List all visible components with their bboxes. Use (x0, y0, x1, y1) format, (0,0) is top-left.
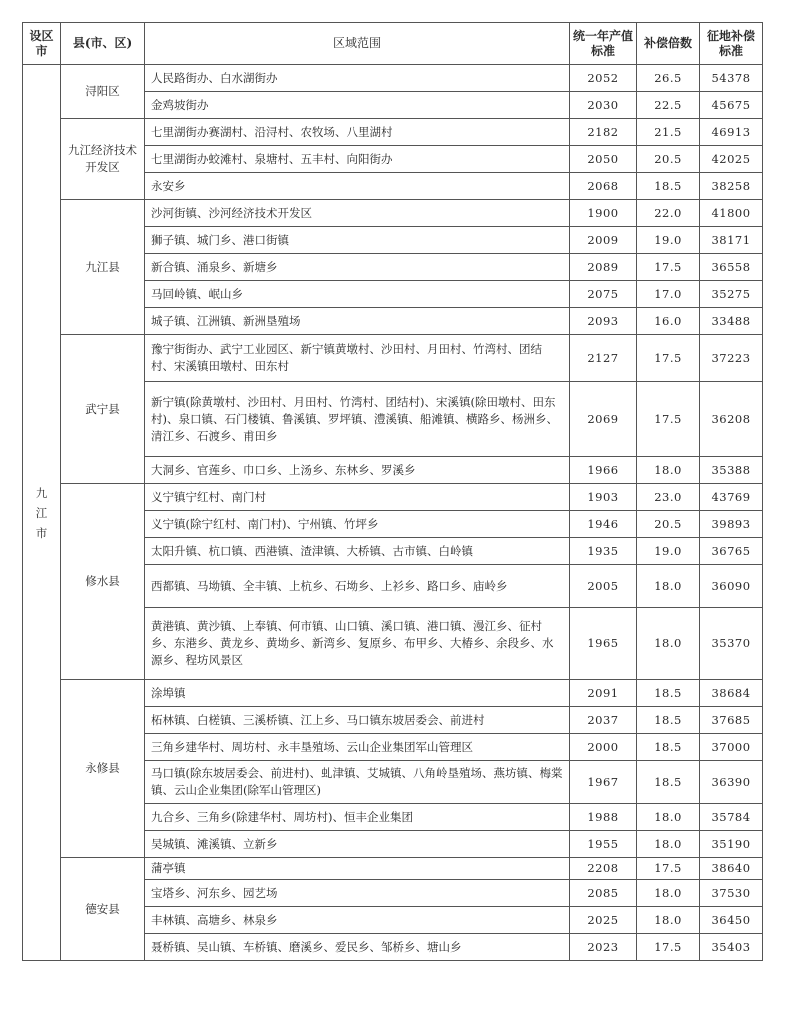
annual-value-cell: 1967 (570, 761, 637, 804)
annual-value-cell: 2075 (570, 281, 637, 308)
annual-value-cell: 2000 (570, 734, 637, 761)
standard-cell: 37685 (700, 707, 763, 734)
multiple-cell: 26.5 (637, 65, 700, 92)
area-cell: 城子镇、江洲镇、新洲垦殖场 (145, 308, 570, 335)
county-cell: 德安县 (61, 858, 145, 961)
table-row (23, 200, 763, 227)
area-cell: 豫宁街街办、武宁工业园区、新宁镇黄墩村、沙田村、月田村、竹湾村、团结村、宋溪镇田墩村、田东村 (145, 335, 570, 382)
area-cell: 马回岭镇、岷山乡 (145, 281, 570, 308)
annual-value-cell: 2030 (570, 92, 637, 119)
annual-value-cell: 2069 (570, 382, 637, 457)
header-row (23, 23, 763, 65)
standard-cell: 38171 (700, 227, 763, 254)
area-cell: 狮子镇、城门乡、港口街镇 (145, 227, 570, 254)
area-cell: 沙河街镇、沙河经济技术开发区 (145, 200, 570, 227)
annual-value-cell: 1965 (570, 608, 637, 680)
multiple-cell: 22.5 (637, 92, 700, 119)
multiple-cell: 17.0 (637, 281, 700, 308)
annual-value-cell: 2023 (570, 934, 637, 961)
annual-value-cell: 2052 (570, 65, 637, 92)
annual-value-cell: 1955 (570, 831, 637, 858)
standard-cell: 39893 (700, 511, 763, 538)
annual-value-cell: 2127 (570, 335, 637, 382)
standard-cell: 35403 (700, 934, 763, 961)
multiple-cell: 22.0 (637, 200, 700, 227)
standard-cell: 37530 (700, 880, 763, 907)
annual-value-cell: 2208 (570, 858, 637, 880)
multiple-cell: 18.0 (637, 457, 700, 484)
county-cell: 武宁县 (61, 335, 145, 484)
area-cell: 蒲亭镇 (145, 858, 570, 880)
standard-cell: 45675 (700, 92, 763, 119)
standard-cell: 35275 (700, 281, 763, 308)
header-multiple: 补偿倍数 (637, 23, 700, 65)
area-cell: 义宁镇宁红村、南门村 (145, 484, 570, 511)
annual-value-cell: 2085 (570, 880, 637, 907)
multiple-cell: 20.5 (637, 511, 700, 538)
area-cell: 涂埠镇 (145, 680, 570, 707)
multiple-cell: 18.5 (637, 707, 700, 734)
multiple-cell: 20.5 (637, 146, 700, 173)
annual-value-cell: 2091 (570, 680, 637, 707)
area-cell: 西都镇、马坳镇、全丰镇、上杭乡、石坳乡、上衫乡、路口乡、庙岭乡 (145, 565, 570, 608)
county-cell: 九江经济技术开发区 (61, 119, 145, 200)
standard-cell: 33488 (700, 308, 763, 335)
area-cell: 丰林镇、高塘乡、林泉乡 (145, 907, 570, 934)
multiple-cell: 19.0 (637, 227, 700, 254)
compensation-table (22, 22, 763, 961)
area-cell: 人民路街办、白水湖街办 (145, 65, 570, 92)
standard-cell: 36558 (700, 254, 763, 281)
table-row (23, 119, 763, 146)
multiple-cell: 18.0 (637, 804, 700, 831)
standard-cell: 35784 (700, 804, 763, 831)
multiple-cell: 18.0 (637, 565, 700, 608)
compensation-standards-document (22, 22, 762, 961)
area-cell: 太阳升镇、杭口镇、西港镇、渣津镇、大桥镇、古市镇、白岭镇 (145, 538, 570, 565)
multiple-cell: 18.0 (637, 608, 700, 680)
multiple-cell: 17.5 (637, 934, 700, 961)
annual-value-cell: 2089 (570, 254, 637, 281)
standard-cell: 38640 (700, 858, 763, 880)
area-cell: 黄港镇、黄沙镇、上奉镇、何市镇、山口镇、溪口镇、港口镇、漫江乡、征村乡、东港乡、黄龙乡、黄坳乡、新湾乡、复原乡、布甲乡、大椿乡、余段乡、水源乡、程坊风景区 (145, 608, 570, 680)
city-cell (23, 65, 61, 961)
standard-cell: 35190 (700, 831, 763, 858)
area-cell: 聂桥镇、吴山镇、车桥镇、磨溪乡、爱民乡、邹桥乡、塘山乡 (145, 934, 570, 961)
header-standard: 征地补偿标准 (700, 23, 763, 65)
standard-cell: 36450 (700, 907, 763, 934)
multiple-cell: 18.0 (637, 880, 700, 907)
standard-cell: 38258 (700, 173, 763, 200)
annual-value-cell: 1946 (570, 511, 637, 538)
area-cell: 马口镇(除东坡居委会、前进村)、虬津镇、艾城镇、八角岭垦殖场、燕坊镇、梅棠镇、云山企业集团(除军山管理区) (145, 761, 570, 804)
county-cell: 浔阳区 (61, 65, 145, 119)
multiple-cell: 17.5 (637, 335, 700, 382)
area-cell: 新宁镇(除黄墩村、沙田村、月田村、竹湾村、团结村)、宋溪镇(除田墩村、田东村)、泉口镇、石门楼镇、鲁溪镇、罗坪镇、澧溪镇、船滩镇、横路乡、杨洲乡、清江乡、石渡乡、甫田乡 (145, 382, 570, 457)
county-cell: 九江县 (61, 200, 145, 335)
multiple-cell: 18.5 (637, 761, 700, 804)
header-area: 区域范围 (145, 23, 570, 65)
standard-cell: 46913 (700, 119, 763, 146)
annual-value-cell: 2050 (570, 146, 637, 173)
table-row (23, 858, 763, 880)
header-city: 设区市 (23, 23, 61, 65)
area-cell: 三角乡建华村、周坊村、永丰垦殖场、云山企业集团军山管理区 (145, 734, 570, 761)
annual-value-cell: 2068 (570, 173, 637, 200)
standard-cell: 36390 (700, 761, 763, 804)
table-row (23, 335, 763, 382)
standard-cell: 41800 (700, 200, 763, 227)
area-cell: 吴城镇、滩溪镇、立新乡 (145, 831, 570, 858)
standard-cell: 54378 (700, 65, 763, 92)
standard-cell: 37223 (700, 335, 763, 382)
area-cell: 七里湖街办赛湖村、沿浔村、农牧场、八里湖村 (145, 119, 570, 146)
multiple-cell: 18.0 (637, 907, 700, 934)
area-cell: 柘林镇、白槎镇、三溪桥镇、江上乡、马口镇东坡居委会、前进村 (145, 707, 570, 734)
area-cell: 义宁镇(除宁红村、南门村)、宁州镇、竹坪乡 (145, 511, 570, 538)
multiple-cell: 18.5 (637, 680, 700, 707)
multiple-cell: 21.5 (637, 119, 700, 146)
annual-value-cell: 1966 (570, 457, 637, 484)
annual-value-cell: 2093 (570, 308, 637, 335)
header-county: 县(市、区) (61, 23, 145, 65)
table-row (23, 65, 763, 92)
multiple-cell: 16.0 (637, 308, 700, 335)
standard-cell: 43769 (700, 484, 763, 511)
area-cell: 九合乡、三角乡(除建华村、周坊村)、恒丰企业集团 (145, 804, 570, 831)
standard-cell: 35370 (700, 608, 763, 680)
multiple-cell: 17.5 (637, 858, 700, 880)
county-cell: 永修县 (61, 680, 145, 858)
annual-value-cell: 1935 (570, 538, 637, 565)
standard-cell: 35388 (700, 457, 763, 484)
standard-cell: 36208 (700, 382, 763, 457)
annual-value-cell: 1988 (570, 804, 637, 831)
multiple-cell: 18.5 (637, 734, 700, 761)
area-cell: 大洞乡、官莲乡、巾口乡、上汤乡、东林乡、罗溪乡 (145, 457, 570, 484)
county-cell: 修水县 (61, 484, 145, 680)
annual-value-cell: 2037 (570, 707, 637, 734)
standard-cell: 36765 (700, 538, 763, 565)
table-row (23, 484, 763, 511)
annual-value-cell: 2025 (570, 907, 637, 934)
multiple-cell: 18.5 (637, 173, 700, 200)
multiple-cell: 19.0 (637, 538, 700, 565)
area-cell: 新合镇、涌泉乡、新塘乡 (145, 254, 570, 281)
standard-cell: 37000 (700, 734, 763, 761)
multiple-cell: 18.0 (637, 831, 700, 858)
multiple-cell: 17.5 (637, 382, 700, 457)
annual-value-cell: 1900 (570, 200, 637, 227)
city-label: 九江市 (35, 485, 48, 540)
multiple-cell: 17.5 (637, 254, 700, 281)
annual-value-cell: 2005 (570, 565, 637, 608)
area-cell: 七里湖街办蛟滩村、泉塘村、五丰村、向阳街办 (145, 146, 570, 173)
annual-value-cell: 2009 (570, 227, 637, 254)
standard-cell: 38684 (700, 680, 763, 707)
area-cell: 永安乡 (145, 173, 570, 200)
standard-cell: 42025 (700, 146, 763, 173)
area-cell: 金鸡坡街办 (145, 92, 570, 119)
multiple-cell: 23.0 (637, 484, 700, 511)
annual-value-cell: 2182 (570, 119, 637, 146)
annual-value-cell: 1903 (570, 484, 637, 511)
area-cell: 宝塔乡、河东乡、园艺场 (145, 880, 570, 907)
table-row (23, 680, 763, 707)
table-body (23, 65, 763, 961)
header-annual-value: 统一年产值标准 (570, 23, 637, 65)
standard-cell: 36090 (700, 565, 763, 608)
